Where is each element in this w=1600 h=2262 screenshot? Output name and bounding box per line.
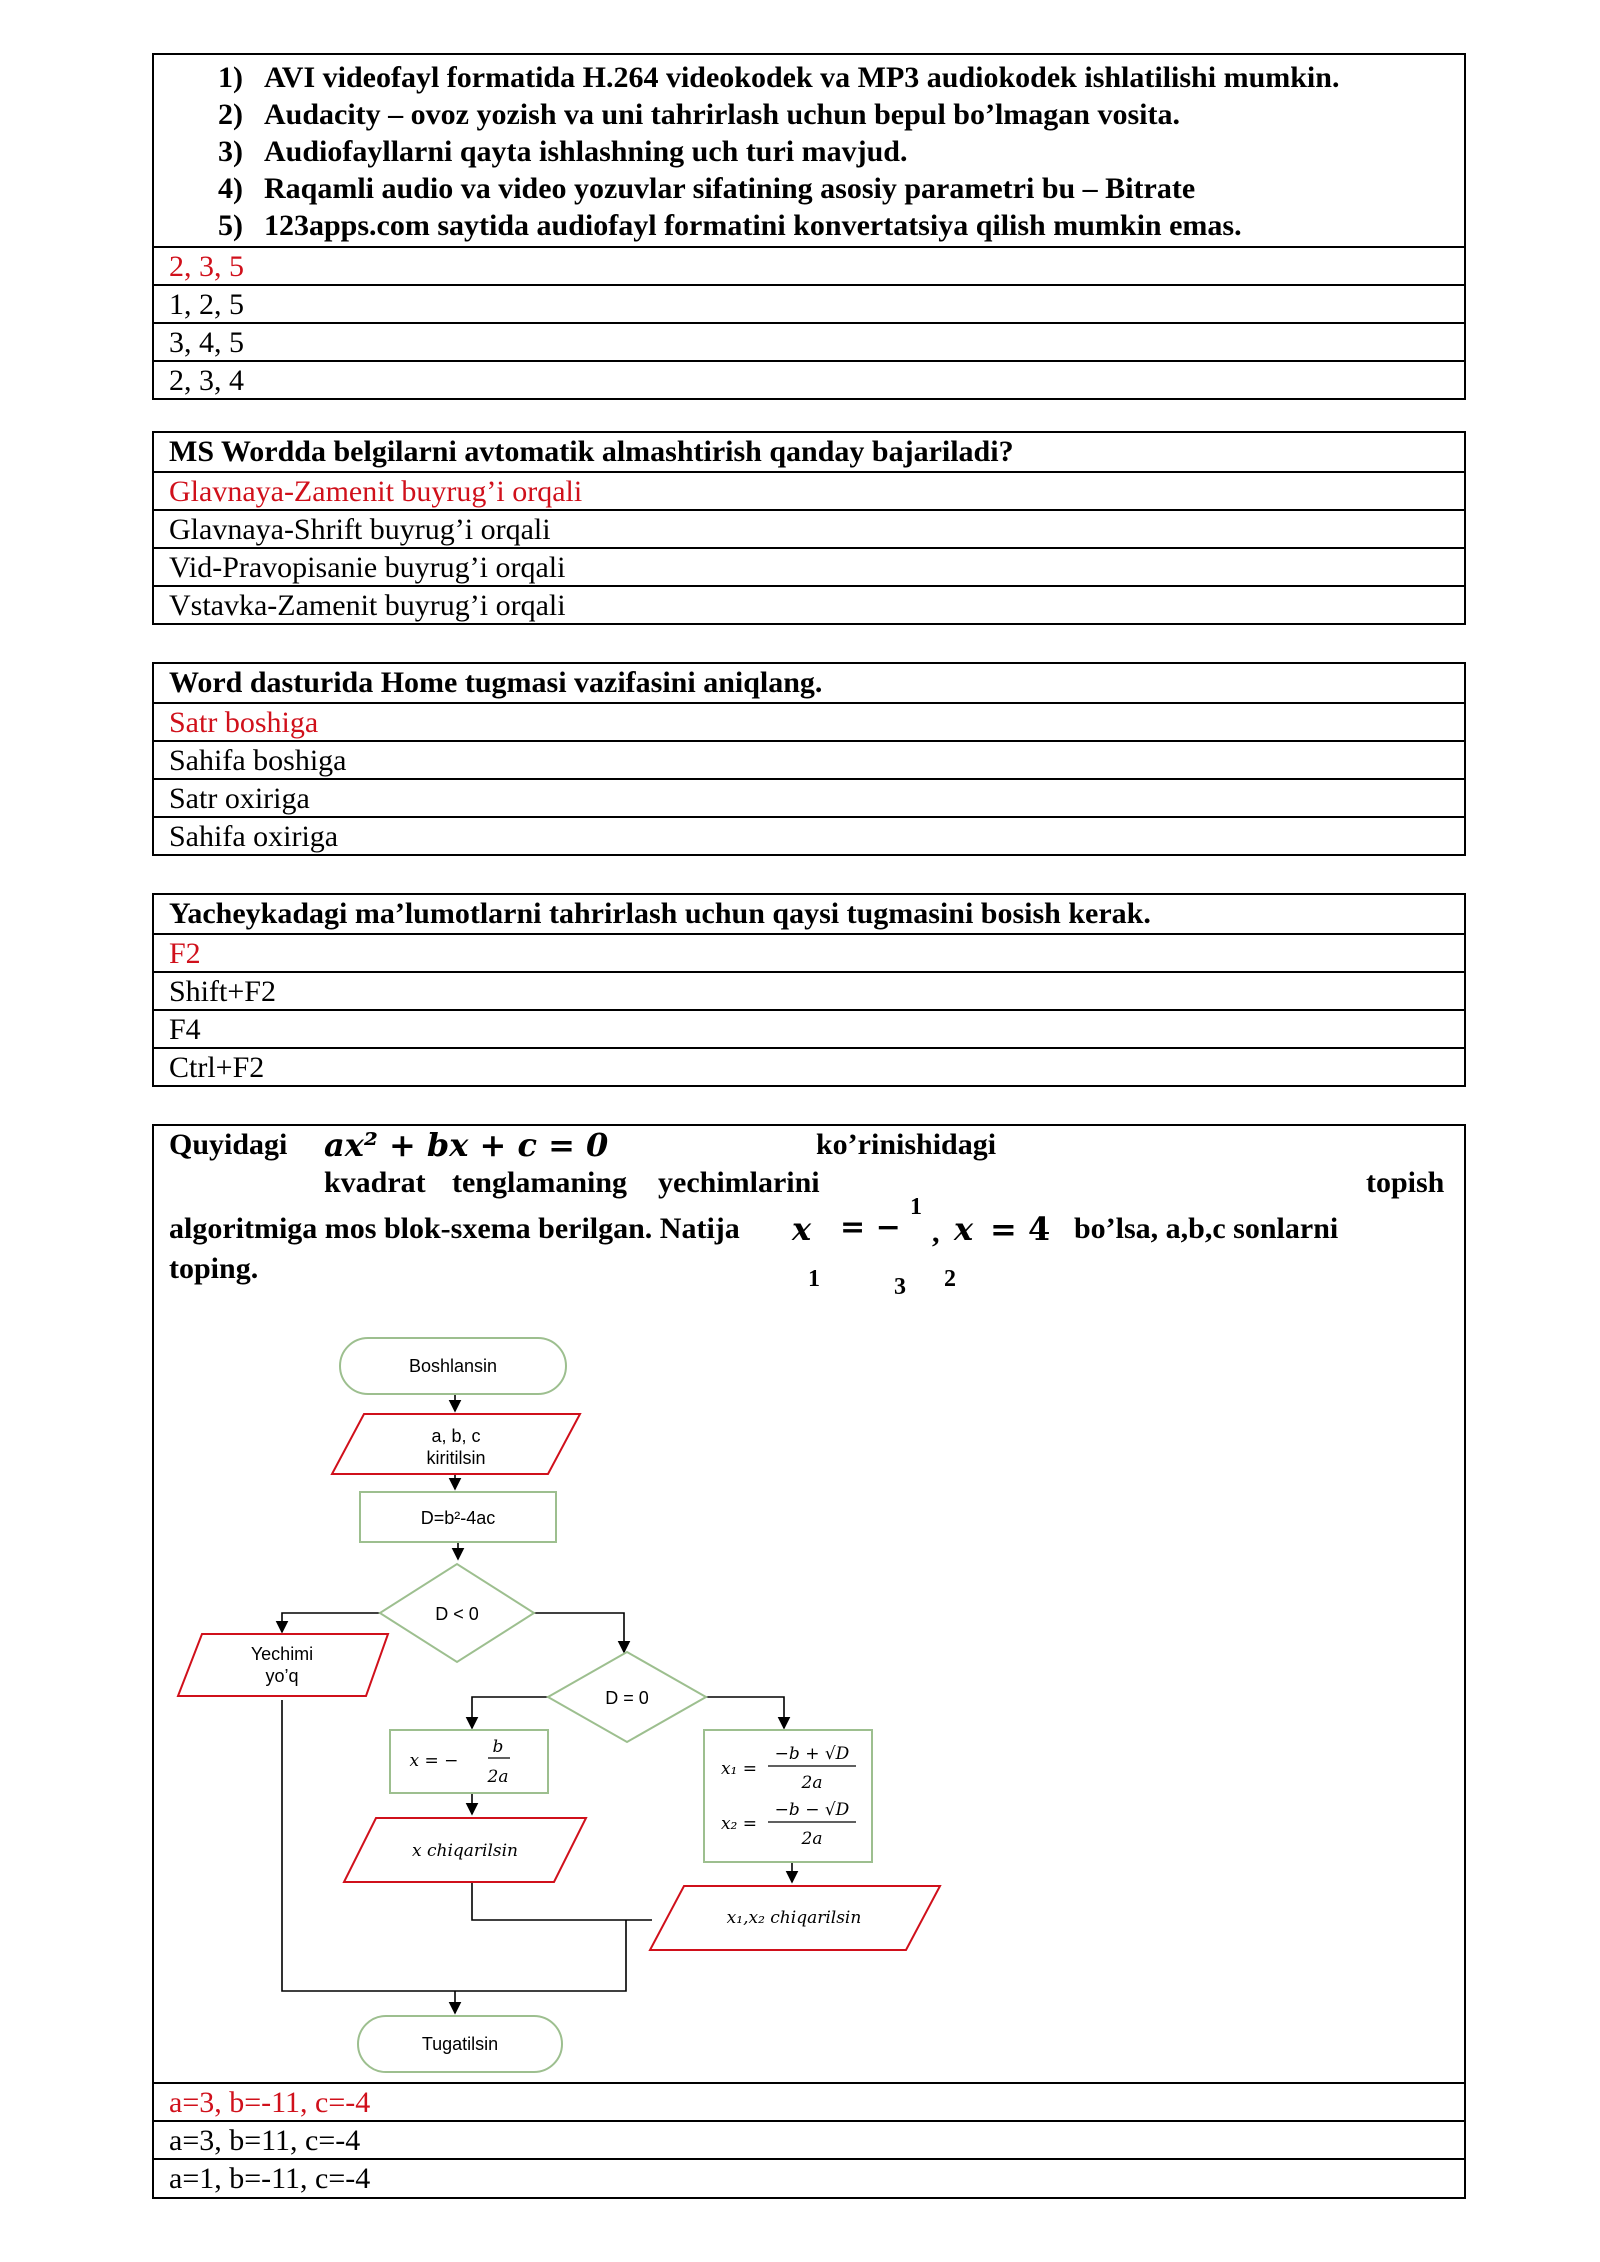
question-text: Word dasturida Home tugmasi vazifasini aniqlang. <box>169 666 823 699</box>
flow-calc-label: D=b²-4ac <box>420 1508 496 1528</box>
flow-input-label-2: kiritilsin <box>426 1448 486 1468</box>
x2-symbol: x <box>954 1210 974 1248</box>
line-3-text: algoritmiga mos blok-sxema berilgan. Natija <box>169 1212 740 1245</box>
line-4-text: toping. <box>169 1252 259 1285</box>
x2-value: = 4 <box>990 1210 1051 1248</box>
word-korinishidagi: ko’rinishidagi <box>816 1128 997 1161</box>
flow-noroot-label-2: yo’q <box>265 1666 299 1686</box>
answer-option: 2, 3, 4 <box>154 360 1464 398</box>
equation: ax² + bx + c = 0 <box>324 1126 609 1164</box>
question-text: MS Wordda belgilarni avtomatik almashtirish qanday bajariladi? <box>169 435 1014 468</box>
word-kvadrat: kvadrat <box>324 1166 426 1199</box>
answer-option: 3, 4, 5 <box>154 322 1464 360</box>
x1-subscript: 1 <box>808 1266 820 1292</box>
statement-1: 1) AVI videofayl formatida H.264 videokodek va MP3 audiokodek ishlatilishi mumkin. <box>218 61 1340 94</box>
word-topish: topish <box>1366 1166 1445 1199</box>
flowchart <box>154 1126 1464 2082</box>
x1-symbol: x <box>792 1210 812 1248</box>
flow-single-lhs: x = − <box>409 1751 459 1771</box>
fraction-denominator: 3 <box>894 1274 906 1300</box>
flow-input-label: a, b, c <box>431 1426 481 1446</box>
answer-option: Satr oxiriga <box>154 778 1464 816</box>
answer-option: F4 <box>154 1009 1464 1047</box>
flow-end-label: Tugatilsin <box>421 2034 499 2054</box>
question-1-table <box>152 53 1466 400</box>
flow-out-single-label: x chiqarilsin <box>411 1841 519 1861</box>
flow-noroot-label: Yechimi <box>250 1644 314 1664</box>
answer-option: a=1, b=-11, c=-4 <box>154 2158 1464 2196</box>
answer-option: Shift+F2 <box>154 971 1464 1009</box>
flow-cond2-label: D = 0 <box>605 1688 649 1708</box>
flow-x2-num: −b − √D <box>774 1800 850 1820</box>
flow-x2-lhs: x₂ = <box>720 1814 758 1834</box>
equals-minus: = − <box>840 1210 901 1245</box>
word-tenglamaning: tenglamaning <box>452 1166 628 1199</box>
word-quyidagi: Quyidagi <box>169 1128 288 1161</box>
flow-cond1-label: D < 0 <box>435 1604 479 1624</box>
flow-x1-num: −b + √D <box>774 1744 850 1764</box>
word-yechimlarini: yechimlarini <box>658 1166 820 1199</box>
answer-option: a=3, b=11, c=-4 <box>154 2120 1464 2158</box>
flow-x1-den: 2a <box>801 1773 823 1793</box>
line-3-end: bo’lsa, a,b,c sonlarni <box>1074 1212 1339 1245</box>
statement-3: 3) Audiofayllarni qayta ishlashning uch turi mavjud. <box>218 135 908 168</box>
answer-correct: F2 <box>154 933 1464 971</box>
answer-option: Sahifa oxiriga <box>154 816 1464 854</box>
flow-x1-lhs: x₁ = <box>720 1759 758 1779</box>
flow-start-label: Boshlansin <box>408 1356 498 1376</box>
statement-2: 2) Audacity – ovoz yozish va uni tahrirlash uchun bepul bo’lmagan vosita. <box>218 98 1180 131</box>
question-text: Yacheykadagi ma’lumotlarni tahrirlash uchun qaysi tugmasini bosish kerak. <box>169 897 1151 930</box>
x2-subscript: 2 <box>944 1266 956 1292</box>
answer-correct: a=3, b=-11, c=-4 <box>154 2082 1464 2120</box>
flow-out-two-label: x₁,x₂ chiqarilsin <box>726 1908 862 1928</box>
answer-option: Vid-Pravopisanie buyrug’i orqali <box>154 547 1464 585</box>
question-5-table <box>152 1124 1466 2199</box>
answer-option: Ctrl+F2 <box>154 1047 1464 1085</box>
fraction-numerator: 1 <box>910 1194 922 1220</box>
question-5-cell <box>154 1126 1464 2082</box>
answer-correct: Glavnaya-Zamenit buyrug’i orqali <box>154 471 1464 509</box>
answer-option: Sahifa boshiga <box>154 740 1464 778</box>
statements-cell <box>154 55 1464 246</box>
answer-option: Glavnaya-Shrift buyrug’i orqali <box>154 509 1464 547</box>
statement-4: 4) Raqamli audio va video yozuvlar sifatining asosiy parametri bu – Bitrate <box>218 172 1196 205</box>
comma: , <box>932 1216 940 1249</box>
question-2-table <box>152 431 1466 625</box>
question-3-table <box>152 662 1466 856</box>
flow-x2-den: 2a <box>801 1829 823 1849</box>
answer-correct: 2, 3, 5 <box>154 246 1464 284</box>
statement-5: 5) 123apps.com saytida audiofayl formatini konvertatsiya qilish mumkin emas. <box>218 209 1242 242</box>
answer-option: Vstavka-Zamenit buyrug’i orqali <box>154 585 1464 623</box>
flow-single-num: b <box>492 1737 504 1757</box>
answer-correct: Satr boshiga <box>154 702 1464 740</box>
flow-single-den: 2a <box>487 1767 509 1787</box>
answer-option: 1, 2, 5 <box>154 284 1464 322</box>
question-4-table <box>152 893 1466 1087</box>
